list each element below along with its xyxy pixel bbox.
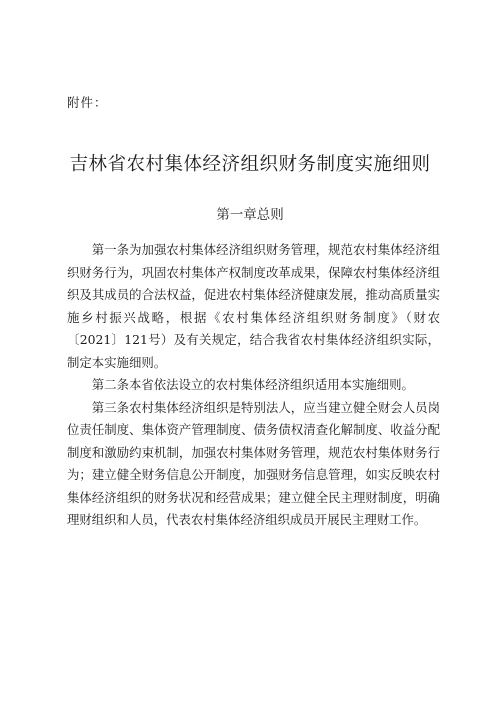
document-body xyxy=(67,239,440,532)
article-2-paragraph: 第二条本省依法设立的农村集体经济组织适用本实施细则。 xyxy=(91,377,414,392)
document-title: 吉林省农村集体经济组织财务制度实施细则 xyxy=(69,154,431,175)
article-3-paragraph: 第三条农村集体经济组织是特别法人，应当建立健全财会人员岗位责任制度、集体资产管理制度、债务债权清查化解制度、收益分配制度和激励约束机制，加强农村集体财务管理，规范农村集体财务行为；建立健全财务信息公开制度，加强财务信息管理，如实反映农村集体经济组织的财务状况和经营成果；建立健全民主理财制度，明确理财组织和人员，代表农村集体经济组织成员开展民主理财工作。 xyxy=(67,399,440,527)
article-1-paragraph: 第一条为加强农村集体经济组织财务管理，规范农村集体经济组织财务行为，巩固农村集体产权制度改革成果，保障农村集体经济组织及其成员的合法权益，促进农村集体经济健康发展，推动高质量实施乡村振兴战略，根据《农村集体经济组织财务制度》（财农〔2021〕121号）及有关规定，结合我省农村集体经济组织实际，制定本实施细则。 xyxy=(67,242,440,370)
attachment-label: 附件： xyxy=(67,95,108,110)
chapter-heading: 第一章总则 xyxy=(216,207,284,223)
